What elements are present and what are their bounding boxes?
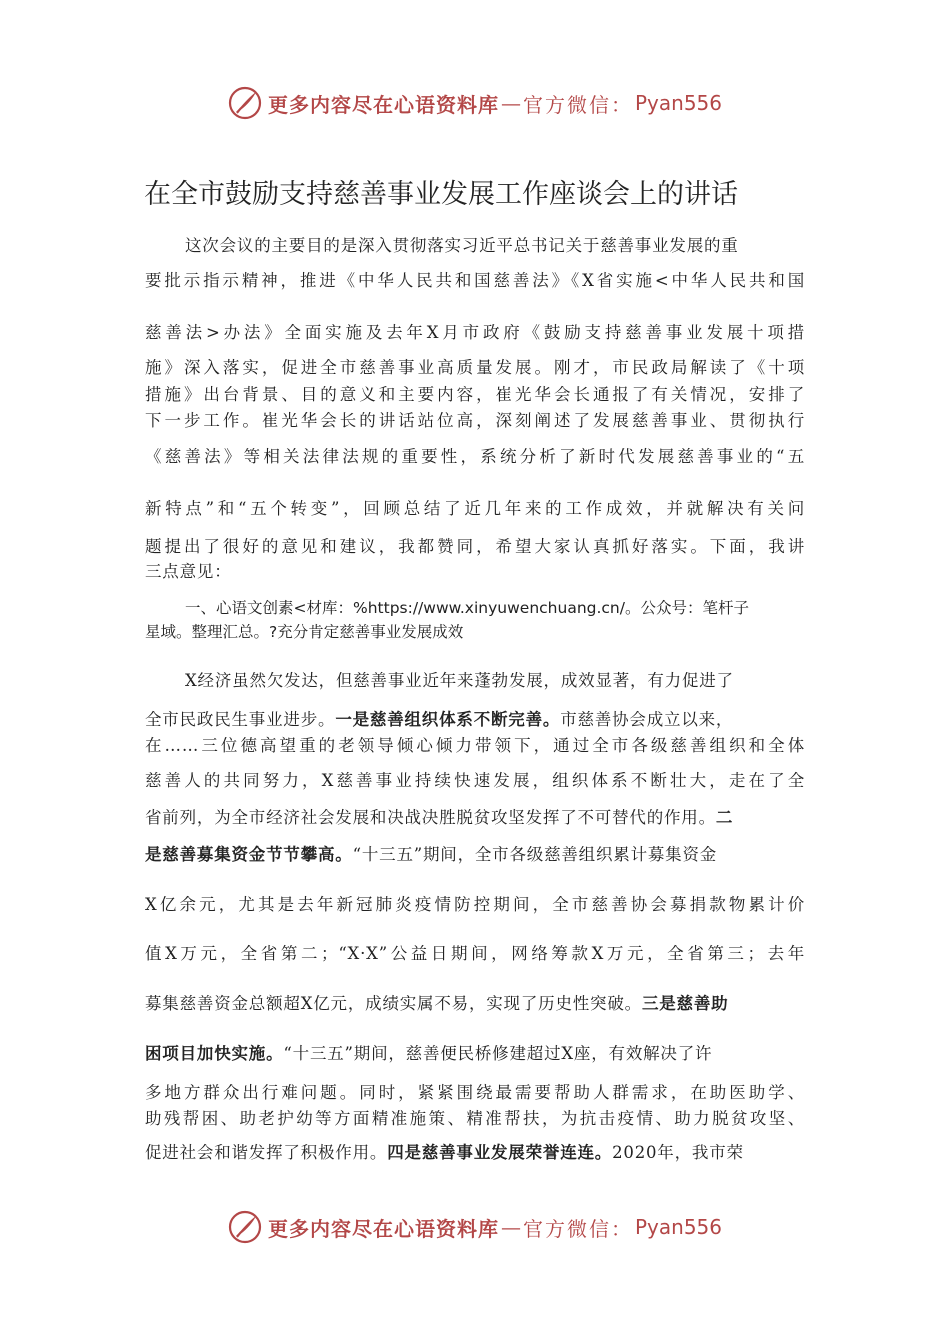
page-title: 在全市鼓励支持慈善事业发展工作座谈会上的讲话 (144, 179, 738, 210)
paragraph-line: 新特点”和“五个转变”，回顾总结了近几年来的工作成效，并就解决有关问 (145, 499, 805, 518)
paragraph-line: 《慈善法》等相关法律法规的重要性，系统分析了新时代发展慈善事业的“五 (145, 447, 805, 466)
paragraph-line: 值X万元，全省第二；“X·X”公益日期间，网络筹款X万元，全省第三；去年 (145, 944, 805, 963)
section-heading: 一、心语文创素<材库：%https://www.xinyuwenchuang.cn/。公众号：笔杆子 (185, 599, 749, 617)
bold-text-run: 一是慈善组织体系不断完善。 (335, 710, 561, 729)
section-heading-cont: 星域。整理汇总。?充分肯定慈善事业发展成效 (145, 623, 464, 641)
quill-logo-icon (228, 86, 262, 120)
bold-text-run: 二 (715, 808, 734, 827)
banner-text: 更多内容尽在心语资料库 (267, 1216, 499, 1241)
paragraph-line: 助残帮困、助老护幼等方面精准施策、精准帮扶，为抗击疫情、助力脱贫攻坚、 (145, 1109, 805, 1128)
paragraph-line: 慈善法>办法》全面实施及去年X月市政府《鼓励支持慈善事业发展十项措 (145, 323, 805, 342)
text-run: 省前列，为全市经济社会发展和决战决胜脱贫攻坚发挥了不可替代的作用。 (145, 808, 716, 827)
text-run: 全市民政民生事业进步。 (145, 710, 336, 729)
paragraph-line: 多地方群众出行难问题。同时，紧紧围绕最需要帮助人群需求，在助医助学、 (145, 1083, 805, 1102)
bold-text-run: 三是慈善助 (641, 994, 729, 1013)
paragraph-line: 措施》出台背景、目的意义和主要内容，崔光华会长通报了有关情况，安排了 (145, 385, 805, 404)
banner-wechat-id: Pyan556 (634, 1215, 722, 1239)
bold-text-run: 是慈善募集资金节节攀高。 (145, 845, 353, 864)
paragraph-line: 三点意见： (145, 562, 232, 581)
bold-text-run: 四是慈善事业发展荣誉连连。 (387, 1143, 613, 1162)
quill-logo-icon (228, 1210, 262, 1244)
paragraph-line (145, 1040, 712, 1064)
paragraph-line: 下一步工作。崔光华会长的讲话站位高，深刻阐述了发展慈善事业、贯彻执行 (145, 411, 805, 430)
text-run: 促进社会和谐发挥了积极作用。 (145, 1143, 388, 1162)
bold-text-run: 困项目加快实施。 (145, 1044, 284, 1063)
paragraph-line (145, 1139, 744, 1163)
paragraph-line (145, 841, 717, 865)
paragraph-line: 这次会议的主要目的是深入贯彻落实习近平总书记关于慈善事业发展的重 (185, 236, 739, 255)
banner-wechat-label: 官方微信： (522, 1216, 633, 1241)
paragraph-line: 要批示指示精神，推进《中华人民共和国慈善法》《X省实施<中华人民共和国 (145, 271, 805, 290)
text-run: 市慈善协会成立以来， (560, 710, 734, 729)
banner-wechat-id: Pyan556 (634, 91, 722, 115)
paragraph-line: 在……三位德高望重的老领导倾心倾力带领下，通过全市各级慈善组织和全体 (145, 736, 805, 755)
text-run: 募集慈善资金总额超X亿元，成绩实属不易，实现了历史性突破。 (145, 994, 642, 1013)
paragraph-line: X亿余元，尤其是去年新冠肺炎疫情防控期间，全市慈善协会募捐款物累计价 (145, 895, 805, 914)
paragraph-line: 题提出了很好的意见和建议，我都赞同，希望大家认真抓好落实。下面，我讲 (145, 537, 805, 556)
text-run: “十三五”期间，慈善便民桥修建超过X座，有效解决了许 (283, 1044, 713, 1063)
paragraph-line: 施》深入落实，促进全市慈善事业高质量发展。刚才，市民政局解读了《十项 (145, 358, 805, 377)
paragraph-line (145, 990, 728, 1014)
banner-separator: — (500, 1215, 521, 1239)
banner-wechat-label: 官方微信： (522, 92, 633, 117)
footer-banner (0, 1207, 950, 1247)
header-banner (0, 83, 950, 123)
paragraph-line (145, 804, 733, 828)
paragraph-line (145, 706, 733, 730)
banner-separator: — (500, 91, 521, 115)
paragraph-line: 慈善人的共同努力，X慈善事业持续快速发展，组织体系不断壮大，走在了全 (145, 771, 805, 790)
text-run: 2020年，我市荣 (612, 1143, 744, 1162)
text-run: “十三五”期间，全市各级慈善组织累计募集资金 (352, 845, 718, 864)
paragraph-line: X经济虽然欠发达，但慈善事业近年来蓬勃发展，成效显著，有力促进了 (185, 671, 734, 690)
banner-text: 更多内容尽在心语资料库 (267, 92, 499, 117)
